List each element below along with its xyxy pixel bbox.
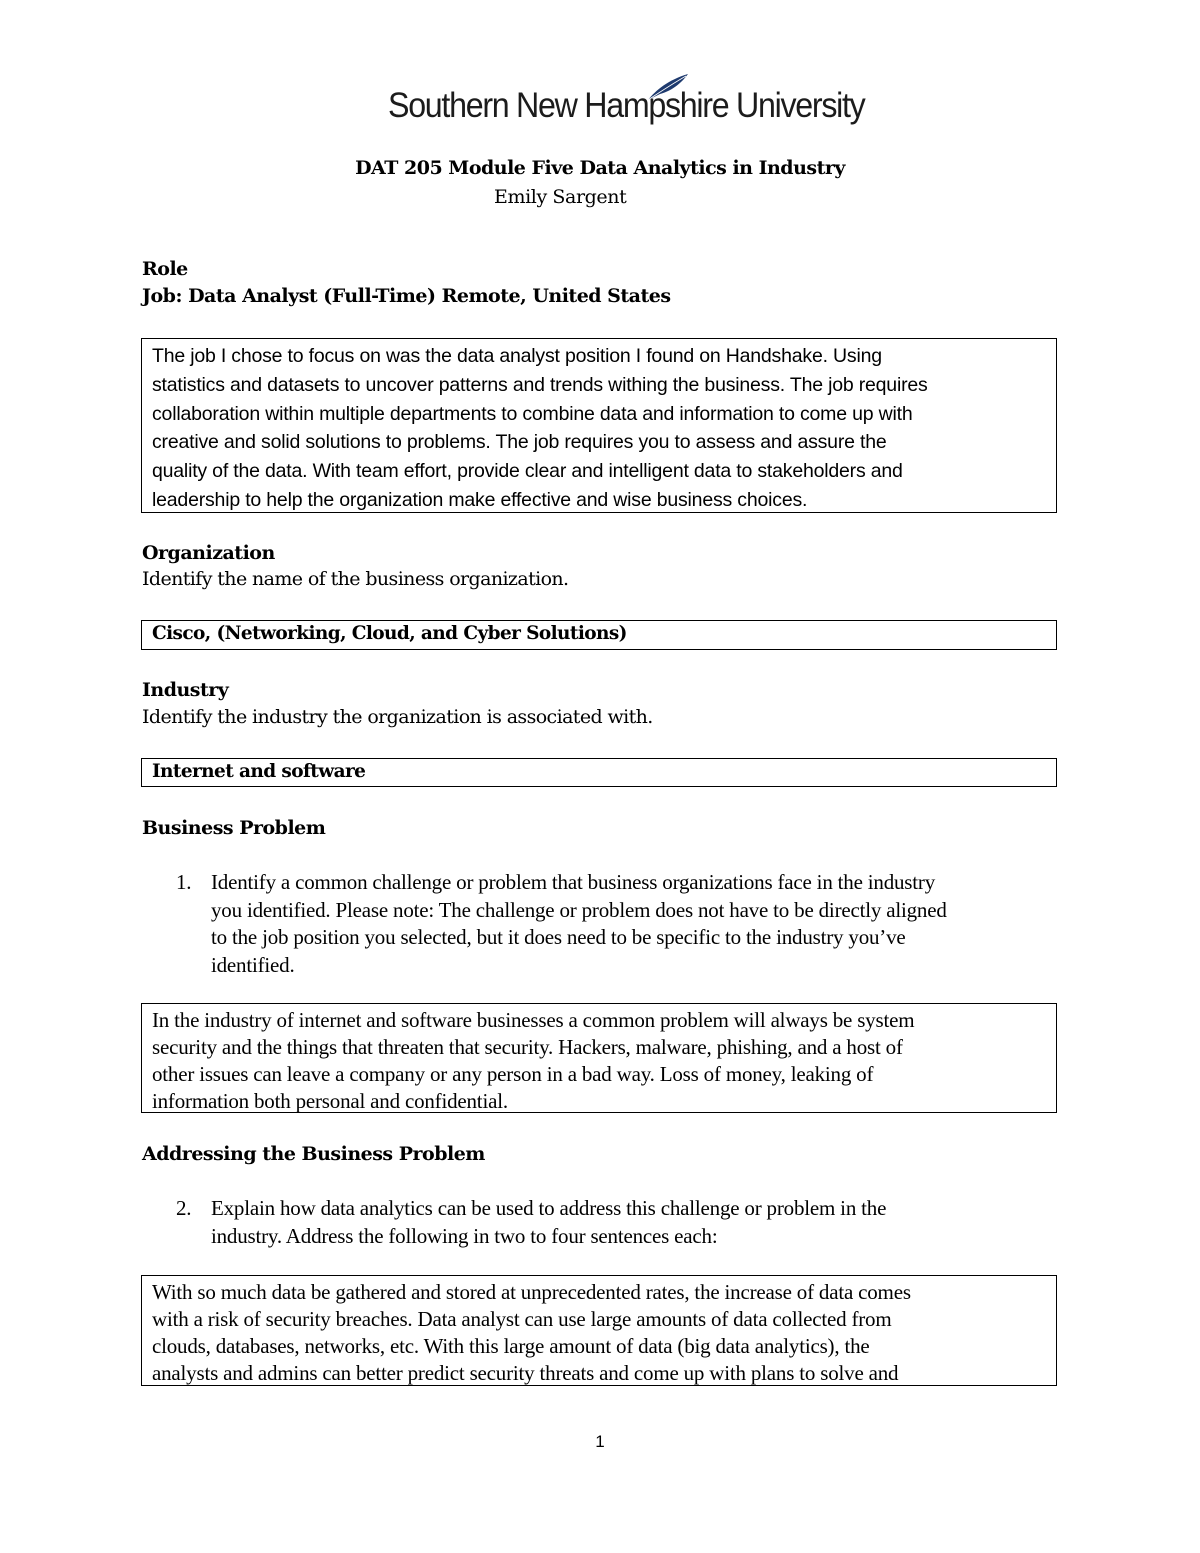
organization-answer: Cisco, (Networking, Cloud, and Cyber Solutions): [152, 623, 627, 644]
list-line: Identify a common challenge or problem that business organizations face in the industry: [211, 870, 936, 894]
answer-line: other issues can leave a company or any person in a bad way. Loss of money, leaking of: [152, 1062, 874, 1086]
answer-line: creative and solid solutions to problems. The job requires you to assess and assure the: [152, 431, 887, 454]
organization-answer-box: [141, 620, 1057, 650]
industry-answer-box: [141, 758, 1057, 787]
list-line: industry. Address the following in two to four sentences each:: [211, 1223, 718, 1248]
answer-line: statistics and datasets to uncover patterns and trends withing the business. The job requires: [152, 373, 928, 396]
answer-line: leadership to help the organization make effective and wise business choices.: [152, 488, 808, 511]
addressing-answer-box: [141, 1275, 1057, 1386]
logo-text: Southern New Hampshire University: [388, 86, 865, 125]
answer-line: information both personal and confidential.: [152, 1089, 508, 1113]
list-number: 2.: [176, 1196, 192, 1220]
answer-line: In the industry of internet and software businesses a common problem will always be system: [152, 1008, 915, 1032]
business-problem-answer-box: [141, 1003, 1057, 1113]
list-line: Explain how data analytics can be used to address this challenge or problem in the: [211, 1196, 887, 1220]
addressing-heading: Addressing the Business Problem: [142, 1143, 485, 1165]
answer-line: The job I chose to focus on was the data analyst position I found on Handshake. Using: [152, 345, 882, 367]
organization-heading: Organization: [142, 542, 275, 564]
list-line: you identified. Please note: The challenge or problem does not have to be directly aligned: [211, 897, 947, 922]
list-line: identified.: [211, 952, 295, 977]
list-line: to the job position you selected, but it does need to be specific to the industry you’ve: [211, 925, 906, 949]
answer-line: collaboration within multiple departments to combine data and information to come up with: [152, 402, 913, 425]
business-problem-heading: Business Problem: [142, 817, 326, 839]
answer-line: analysts and admins can better predict security threats and come up with plans to solve and: [152, 1361, 899, 1385]
list-number: 1.: [176, 870, 192, 894]
answer-line: with a risk of security breaches. Data analyst can use large amounts of data collected from: [152, 1307, 892, 1331]
organization-prompt: Identify the name of the business organization.: [142, 568, 569, 590]
role-heading: Role: [142, 258, 188, 280]
industry-answer: Internet and software: [152, 761, 366, 782]
university-logo: [388, 72, 865, 138]
page-number: 1: [595, 1432, 605, 1451]
answer-line: With so much data be gathered and stored at unprecedented rates, the increase of data comes: [152, 1280, 911, 1304]
job-title: Job: Data Analyst (Full-Time) Remote, United States: [142, 285, 671, 307]
answer-line: security and the things that threaten that security. Hackers, malware, phishing, and a host of: [152, 1035, 903, 1059]
industry-heading: Industry: [142, 679, 229, 701]
answer-line: clouds, databases, networks, etc. With this large amount of data (big data analytics), the: [152, 1334, 870, 1358]
author-name: Emily Sargent: [494, 186, 627, 208]
feather-icon: [646, 72, 690, 102]
answer-line: quality of the data. With team effort, provide clear and intelligent data to stakeholders and: [152, 460, 903, 483]
industry-prompt: Identify the industry the organization is associated with.: [142, 706, 653, 728]
document-title: DAT 205 Module Five Data Analytics in Industry: [355, 157, 845, 179]
role-answer-box: [141, 338, 1057, 513]
